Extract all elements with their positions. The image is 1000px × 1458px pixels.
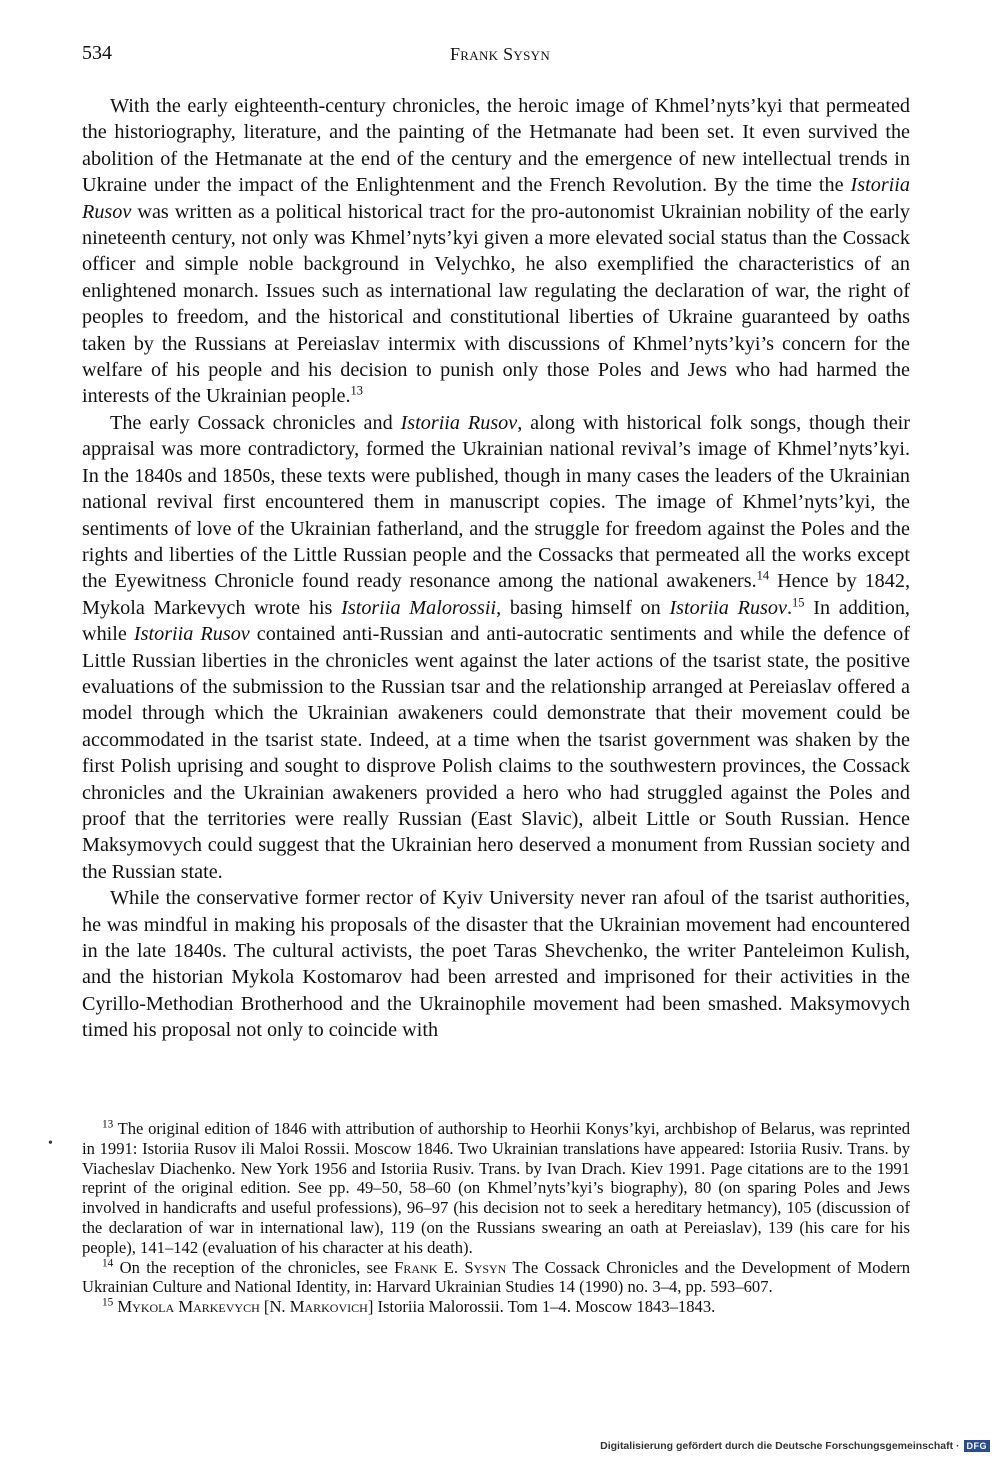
body-paragraph: [82, 410, 910, 885]
text-run: ] Istoriia Malorossii. Tom 1–4. Moscow 1843–1843.: [367, 1297, 716, 1317]
author-name: N. Markovich: [269, 1297, 368, 1317]
text-run: [: [259, 1297, 270, 1317]
footnote: [82, 1297, 910, 1317]
italic-title: Istoriia Rusov: [669, 596, 787, 619]
dfg-logo: DFG: [964, 1440, 991, 1452]
footnote-number: 13: [102, 1118, 114, 1131]
author-name: Mykola Markevych: [117, 1297, 260, 1317]
text-run: The early Cossack chronicles and: [110, 411, 401, 434]
text-run: While the conservative former rector of Kyiv University never ran afoul of the tsarist authorities, he was mindful in making his proposals of the disaster that the Ukrainian movement had encountered in the late 1840s. The cultural activists, the poet Taras Shevchenko, the writer Panteleimon Kulish, and the historian Mykola Kostomarov had been arrested and imprisoned for their activities in the Cyrillo-Methodian Brotherhood and the Ukrainophile movement had been smashed. Maksymovych timed his proposal not only to coincide with: [82, 887, 910, 1042]
text-run: In addition, while: [82, 596, 910, 646]
body-paragraph: [82, 93, 910, 410]
text-run: With the early eighteenth-century chronicles, the heroic image of Khmel’nyts’kyi that permeated the historiography, literature, and the painting of the Hetmanate had been set. It even survived the abolition of the Hetmanate at the end of the century and the emergence of new intellectual trends in Ukraine under the impact of the Enlightenment and the French Revolution. By the time the: [82, 95, 910, 197]
footnote: [82, 1119, 910, 1258]
author-name: Frank E. Sysyn: [394, 1257, 507, 1277]
text-run: Hence by 1842, Mykola Markevych wrote his: [82, 570, 910, 619]
footnote-reference: 14: [756, 568, 770, 583]
footnote-reference: 15: [792, 594, 805, 609]
italic-title: Istoriia Rusov: [400, 411, 518, 434]
running-head: Frank Sysyn: [449, 44, 551, 64]
footnote-number: 15: [102, 1296, 114, 1309]
page-number: 534: [82, 42, 112, 64]
italic-title: Istoriia Rusov: [82, 174, 910, 223]
text-run: .: [786, 596, 792, 619]
text-run: , along with historical folk songs, though their appraisal was more contradictory, formed the Ukrainian national revival’s image of Khmel’nyts’kyi. In the 1840s and 1850s, these texts were published, though in many cases the leaders of the Ukrainian national revival first encountered them in manuscript copies. The image of Khmel’nyts’kyi, the sentiments of love of the Ukrainian fatherland, and the struggle for freedom against the Poles and the rights and liberties of the Little Russian people and the Cossacks that permeated all the works except the Eyewitness Chronicle found ready resonance among the national awakeners.: [82, 411, 910, 593]
text-run: contained anti-Russian and anti-autocratic sentiments and while the defence of Little Russian liberties in the chronicles went against the later actions of the tsarist state, the positive evaluations of the submission to the Russian tsar and the relationship arranged at Pereiaslav offered a model through which the Ukrainian awakeners could demonstrate that their movement could be accommodated in the tsarist state. Indeed, at a time when the tsarist government was shaken by the first Polish uprising and sought to disprove Polish claims to the southwestern provinces, the Cossack chronicles and the Ukrainian awakeners provided a hero who had struggled against the Poles and proof that the territories were really Russian (East Slavic), albeit Little or South Russian. Hence Maksymovych could suggest that the Ukrainian hero deserved a monument from Russian society and the Russian state.: [82, 623, 910, 883]
margin-mark: •: [48, 1136, 53, 1151]
body-paragraph: [82, 885, 910, 1043]
footnote-number: 14: [102, 1257, 114, 1270]
text-run: was written as a political historical tract for the pro-autonomist Ukrainian nobility of the early nineteenth century, not only was Khmel’nyts’kyi given a more elevated social status than the Cossack officer and simple noble background in Velychko, he also exemplified the characteristics of an enlightened monarch. Issues such as international law regulating the declaration of war, the right of peoples to freedom, and the historical and constitutional liberties of Ukraine guaranteed by oaths taken by the Russians at Pereiaslav intermix with discussions of Khmel’nyts’kyi’s concern for the welfare of his people and his decision to punish only those Poles and Jews who had harmed the interests of the Ukrainian people.: [82, 200, 910, 408]
body-text: [82, 93, 910, 1044]
dfg-footer: [600, 1440, 990, 1452]
text-run: On the reception of the chronicles, see: [113, 1257, 395, 1277]
footnote-reference: 13: [350, 383, 364, 398]
text-run: The Cossack Chronicles and the Development of Modern Ukrainian Culture and National Identity, in: Harvard Ukrainian Studies 14 (1990) no. 3–4, pp. 593–607.: [82, 1257, 911, 1297]
footnotes: [82, 1119, 910, 1317]
italic-title: Istoriia Rusov: [133, 623, 250, 646]
text-run: The original edition of 1846 with attribution of authorship to Heorhii Konys’kyi, archbishop of Belarus, was reprinted in 1991: Istoriia Rusov ili Maloi Rossii. Moscow 1846. Two Ukrainian translations have appeared: Istoriia Rusiv. Trans. by Viacheslav Diachenko. New York 1956 and Istoriia Rusiv. Trans. by Ivan Drach. Kiev 1991. Page citations are to the 1991 reprint of the original edition. See pp. 49–50, 58–60 (on Khmel’nyts’kyi’s biography), 80 (on sparing Poles and Jews involved in handicrafts and useful professions), 96–97 (his decision not to seek a hereditary hetmancy), 105 (discussion of the declaration of war in international law), 119 (on the Russians swearing an oath at Pereiaslav), 139 (his care for his people), 141–142 (evaluation of his character at his death).: [82, 1119, 910, 1257]
footnote: [82, 1258, 910, 1298]
text-run: , basing himself on: [496, 596, 670, 619]
digitization-credit: Digitalisierung gefördert durch die Deutsche Forschungsgemeinschaft ·: [600, 1440, 960, 1452]
italic-title: Istoriia Malorossii: [341, 596, 497, 619]
